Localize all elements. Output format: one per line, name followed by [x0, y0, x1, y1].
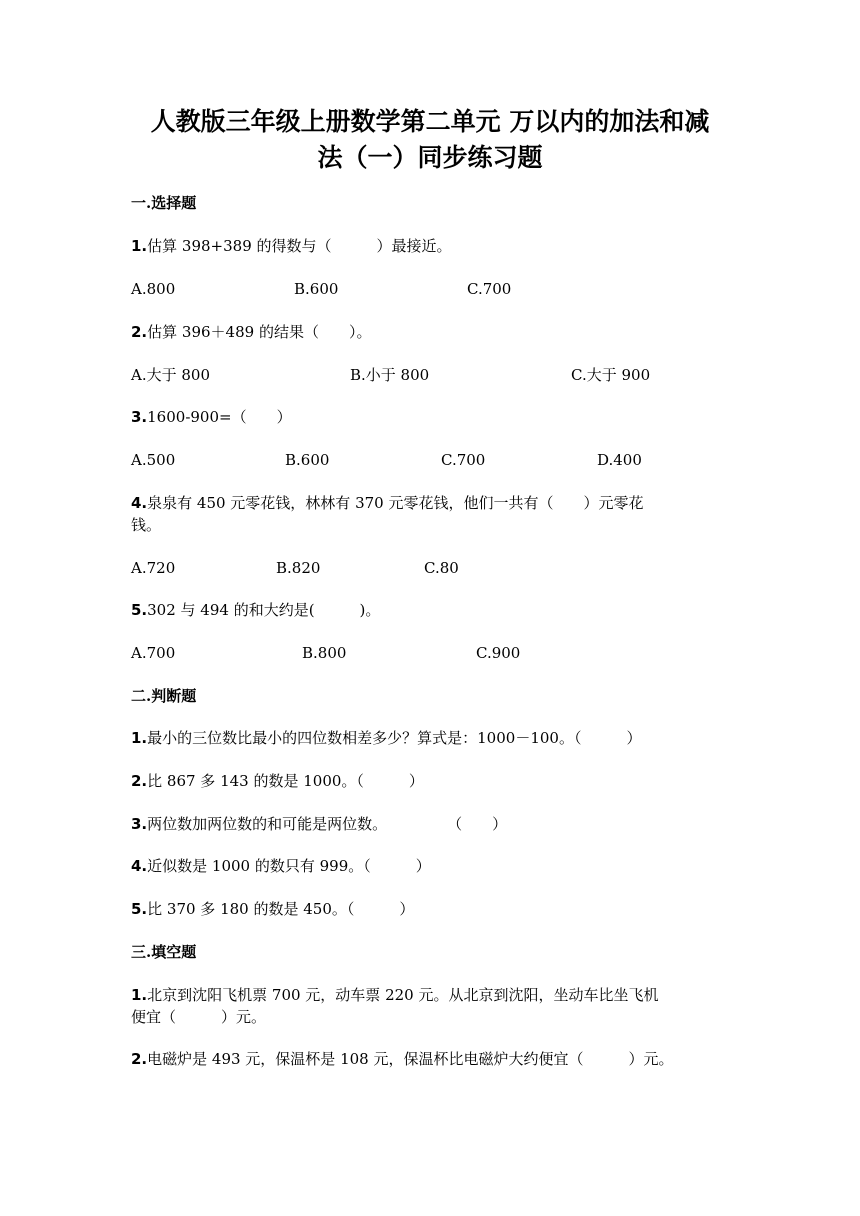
question-number: 2.: [131, 323, 148, 341]
option-c: C.大于 900: [571, 366, 651, 384]
option-c: C.900: [476, 644, 521, 662]
section-heading-fill-in: 三.填空题: [131, 943, 197, 961]
option-c: C.700: [467, 280, 512, 298]
question-number: 1.: [131, 986, 148, 1004]
question-number: 2.: [131, 1050, 148, 1068]
question-text: 1600-900=（ ）: [147, 408, 292, 426]
question-text: 比 867 多 143 的数是 1000。（ ）: [147, 772, 424, 790]
question-number: 4.: [131, 857, 148, 875]
question-2-4: [131, 855, 431, 877]
question-number: 2.: [131, 772, 148, 790]
option-c: C.80: [424, 559, 459, 577]
question-text: 估算 396＋489 的结果（ ）。: [147, 323, 372, 341]
question-number: 5.: [131, 900, 148, 918]
option-b: B.800: [302, 644, 347, 662]
question-1-4: [131, 492, 643, 514]
option-a: A.800: [131, 280, 176, 298]
page-title: [0, 104, 860, 176]
option-a: A.700: [131, 644, 176, 662]
question-3-1: [131, 984, 658, 1006]
question-number: 5.: [131, 601, 148, 619]
question-text: 北京到沈阳飞机票 700 元，动车票 220 元。从北京到沈阳，坐动车比坐飞机: [147, 986, 659, 1004]
question-1-3: [131, 406, 292, 428]
question-text: 电磁炉是 493 元，保温杯是 108 元，保温杯比电磁炉大约便宜（ ）元。: [147, 1050, 674, 1068]
option-a: A.大于 800: [131, 366, 210, 384]
question-3-1-continued: 便宜（ ）元。: [131, 1008, 267, 1026]
section-heading-choice: 一.选择题: [131, 194, 197, 212]
option-a: A.500: [131, 451, 176, 469]
question-text: 近似数是 1000 的数只有 999。（ ）: [147, 857, 431, 875]
question-1-2: [131, 321, 371, 343]
option-d: D.400: [597, 451, 642, 469]
question-1-4-continued: 钱。: [131, 516, 162, 534]
question-2-2: [131, 770, 424, 792]
question-2-3: [131, 813, 507, 835]
question-number: 1.: [131, 237, 148, 255]
section-heading-judgment: 二.判断题: [131, 687, 197, 705]
page-title-line-2: 法（一）同步练习题: [317, 143, 543, 172]
option-a: A.720: [131, 559, 176, 577]
option-b: B.小于 800: [350, 366, 430, 384]
question-text: 最小的三位数比最小的四位数相差多少？算式是：1000－100。（ ）: [147, 729, 642, 747]
option-b: B.820: [276, 559, 321, 577]
question-text: 两位数加两位数的和可能是两位数。 （ ）: [147, 815, 508, 833]
option-b: B.600: [294, 280, 339, 298]
question-text: 泉泉有 450 元零花钱，林林有 370 元零花钱，他们一共有（ ）元零花: [147, 494, 644, 512]
question-text: 302 与 494 的和大约是( )。: [147, 601, 381, 619]
question-1-5: [131, 599, 380, 621]
page-title-line-1: 人教版三年级上册数学第二单元 万以内的加法和减: [150, 107, 710, 136]
question-1-1: [131, 235, 452, 257]
question-text: 比 370 多 180 的数是 450。（ ）: [147, 900, 415, 918]
question-number: 1.: [131, 729, 148, 747]
question-2-5: [131, 898, 414, 920]
question-number: 3.: [131, 815, 148, 833]
question-number: 4.: [131, 494, 148, 512]
option-b: B.600: [285, 451, 330, 469]
question-2-1: [131, 727, 641, 749]
option-c: C.700: [441, 451, 486, 469]
question-text: 估算 398+389 的得数与（ ）最接近。: [147, 237, 452, 255]
question-3-2: [131, 1048, 673, 1070]
question-number: 3.: [131, 408, 148, 426]
